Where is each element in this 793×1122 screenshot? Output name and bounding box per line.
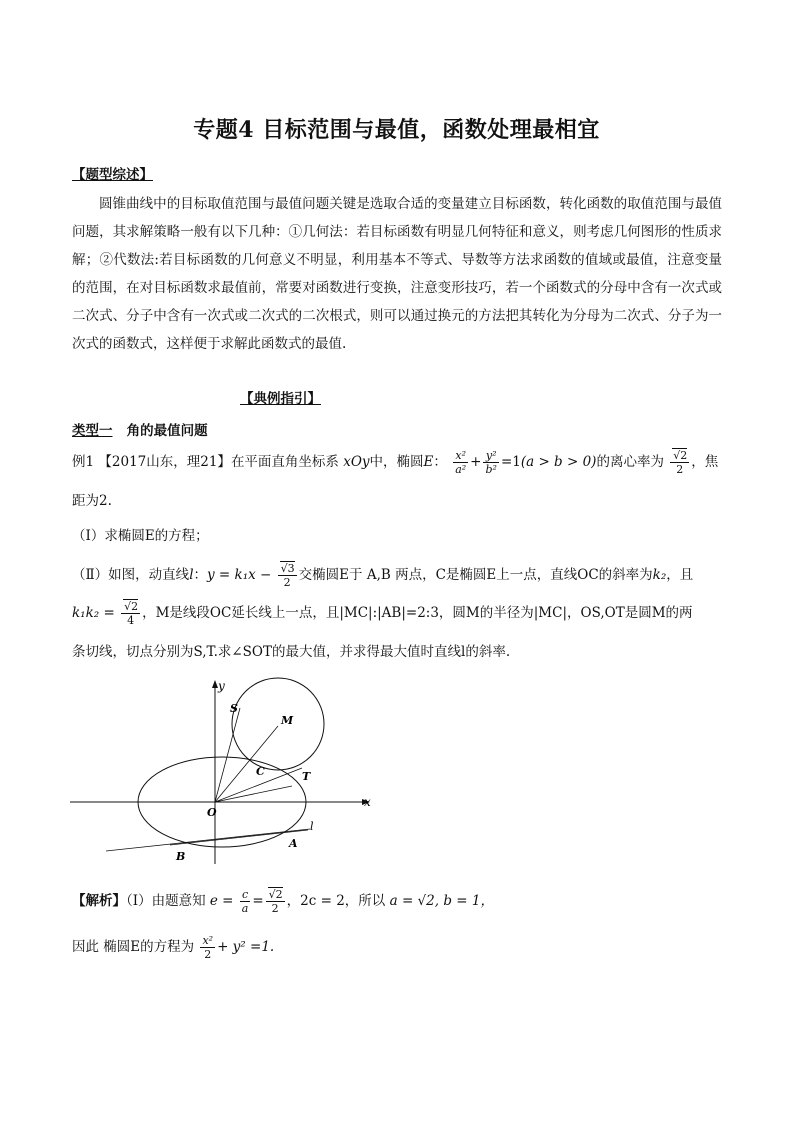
type-heading: 类型一 角的最值问题: [72, 423, 208, 439]
eccentricity-fraction: $\frac{√2}{2}$: [670, 449, 689, 476]
label-y: y: [218, 679, 225, 693]
segment-ab: [170, 830, 308, 845]
line-l: [106, 829, 310, 851]
label-c: C: [256, 765, 265, 778]
example1-line2: 距为2.: [72, 493, 112, 509]
label-a: A: [289, 837, 298, 850]
label-m: M: [281, 714, 294, 727]
overview-paragraph: 圆锥曲线中的目标取值范围与最值问题关键是选取合适的变量建立目标函数，转化函数的取值范围与最值问题，其求解策略一般有以下几种：①几何法：若目标函数有明显几何特征和意义，则考虑几何图形的性质求解；②代数法:若目标函数的几何意义不明显，利用基本不等式、导数等方法求函数的值域或最值，注意变量的范围，在对目标函数求最值前，常要对函数进行变换，注意变形技巧，若一个函数式的分母中含有一次式或二次式、分子中含有一次式或二次式的二次根式，则可以通过换元的方法把其转化为分母为二次式、分子为一次式的函数式，这样便于求解此函数式的最值.: [72, 196, 722, 352]
example1-part4: 条切线，切点分别为S,T.求∠SOT的最大值，并求得最大值时直线l的斜率.: [72, 644, 511, 660]
example1-part3: k₁k₂ = $\frac{√2}{4}$ ，M是线段OC延长线上一点，且|MC|:|AB|=2:3，圆M的半径为|MC|，OS,OT是圆M的两: [72, 600, 693, 627]
label-l: l: [310, 820, 314, 833]
overview-heading: 【题型综述】: [72, 167, 153, 183]
circle-m: [232, 678, 324, 770]
label-t: T: [302, 770, 311, 783]
label-x: x: [364, 795, 371, 809]
example1-part1: （Ⅰ）求椭圆E的方程；: [72, 528, 209, 544]
label-s: S: [230, 702, 238, 715]
examples-heading: 【典例指引】: [240, 391, 321, 407]
ellipse-circle-figure: [70, 674, 380, 874]
segment-os: [215, 708, 240, 802]
example1-part2: （Ⅱ）如图，动直线l：y = k₁x − $\frac{√3}{2}$ 交椭圆E于 A,B 两点，C是椭圆E上一点，直线OC的斜率为k₂，且: [72, 562, 694, 589]
ellipse-term-y: $\frac{\text{y²}}{\text{b²}}$: [485, 449, 497, 476]
page-title: 专题4 目标范围与最值，函数处理最相宜: [193, 117, 600, 143]
label-b: B: [176, 850, 186, 863]
ellipse-term-x: $\frac{\text{x²}}{\text{a²}}$: [455, 449, 467, 476]
example1-line1: 例1 【2017山东，理21】在平面直角坐标系 xOy中，椭圆E： $\frac{\text{x²}}{\text{a²}}$ + $\frac{\text{y²}}{\text{b²}}$ =1(a > b > 0)的离心率为 $\frac{√2}{2}$ ，焦: [72, 449, 719, 476]
solution-line1: 【解析】（I）由题意知 e = $\frac{c}{a}$ = $\frac{√2}{2}$ ，2c = 2，所以 a = √2, b = 1，: [72, 888, 494, 915]
label-o: O: [207, 806, 217, 819]
solution-line2: 因此 椭圆E的方程为 $\frac{\text{x²}}{2}$ + y² =1.: [72, 934, 275, 961]
